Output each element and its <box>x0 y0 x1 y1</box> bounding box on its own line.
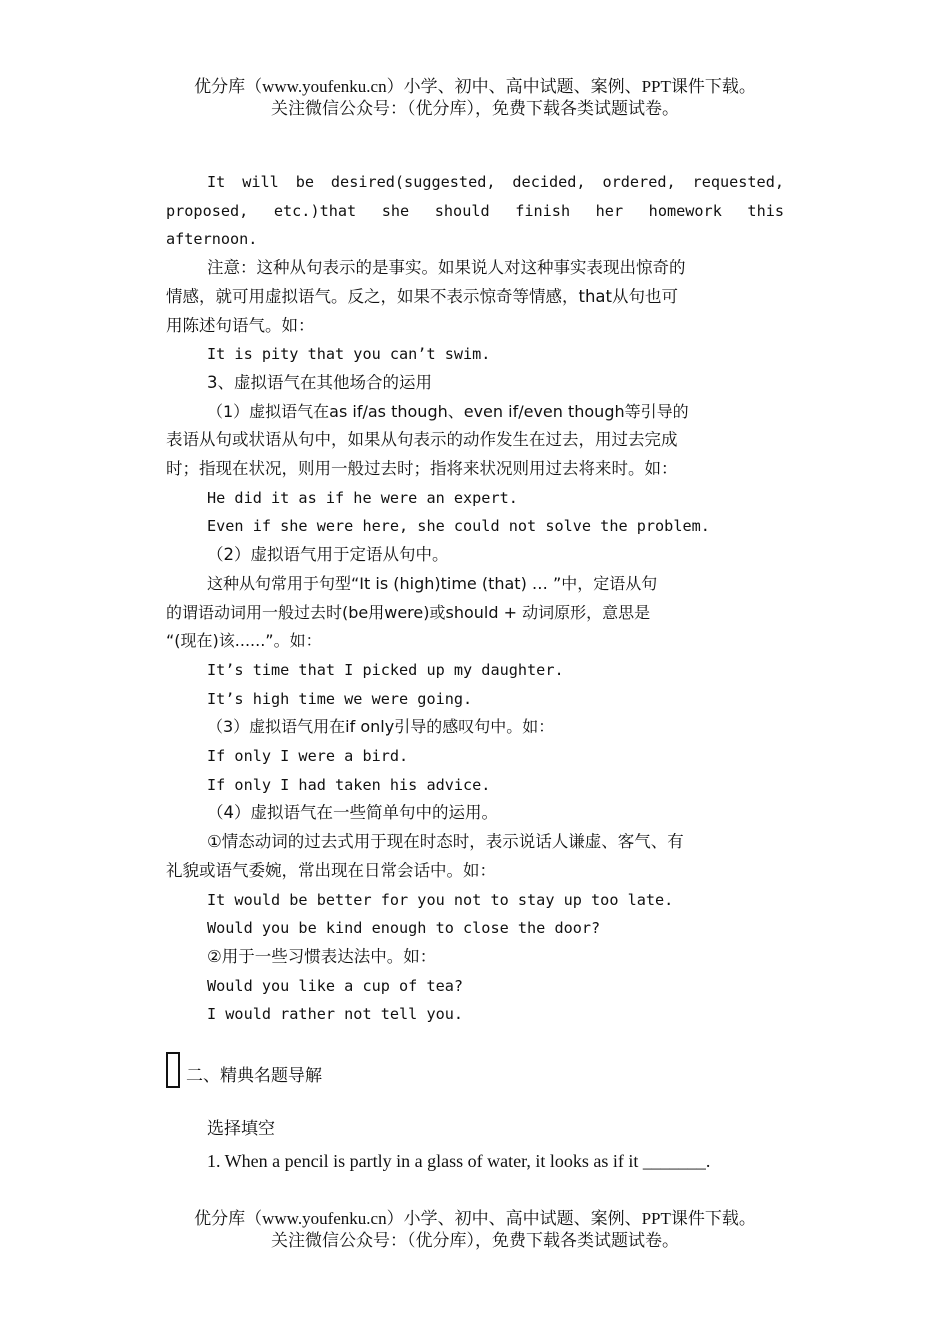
section-2-heading <box>166 1046 322 1088</box>
page-header <box>0 76 950 120</box>
document-body <box>166 168 784 1029</box>
section-2-subtitle: 选择填空 <box>207 1119 275 1139</box>
para-line: It will be desired(suggested, decided, ordered, requested, <box>207 173 784 191</box>
header-line-1: 优分库（www.youfenku.cn）小学、初中、高中试题、案例、PPT课件下载。 <box>194 77 756 96</box>
example-sentence: Would you like a cup of tea? <box>207 976 464 995</box>
example-sentence: It is pity that you can’t swim. <box>207 345 491 364</box>
sub-point-heading: （2）虚拟语气用于定语从句中。 <box>207 545 449 565</box>
note-line: 注意：这种从句表示的是事实。如果说人对这种事实表现出惊奇的 <box>207 258 686 278</box>
example-sentence: Even if she were here, she could not solve the problem. <box>207 517 710 536</box>
sub-point-line: 时；指现在状况，则用一般过去时；指将来状况则用过去将来时。如： <box>166 459 678 479</box>
header-line-2: 关注微信公众号：（优分库），免费下载各类试题试卷。 <box>271 99 679 118</box>
footer-line-1: 优分库（www.youfenku.cn）小学、初中、高中试题、案例、PPT课件下载。 <box>194 1209 756 1228</box>
example-sentence: It’s high time we were going. <box>207 689 473 708</box>
circled-point-line: ②用于一些习惯表达法中。如： <box>207 946 437 966</box>
note-line: 情感，就可用虚拟语气。反之，如果不表示惊奇等情感，that从句也可 <box>166 286 679 306</box>
para-line: proposed, etc.)that she should finish her homework this <box>166 201 784 220</box>
circled-point-line: ①情态动词的过去式用于现在时态时，表示说话人谦虚、客气、有 <box>207 832 684 852</box>
sub-point-line: 这种从句常用于句型“It is (high)time (that) … ”中，定语从句 <box>207 573 658 593</box>
note-line: 用陈述句语气。如： <box>166 315 315 335</box>
example-sentence: He did it as if he were an expert. <box>207 488 518 507</box>
sub-point-line: （1）虚拟语气在as if/as though、even if/even though等引导的 <box>207 401 689 421</box>
page-footer <box>0 1208 950 1252</box>
sub-point-line: 表语从句或状语从句中，如果从句表示的动作发生在过去，用过去完成 <box>166 430 678 450</box>
section-heading: 3、虚拟语气在其他场合的运用 <box>207 372 432 392</box>
example-sentence: If only I had taken his advice. <box>207 775 491 794</box>
section-2-title: 二、精典名题导解 <box>186 1066 322 1086</box>
example-sentence: I would rather not tell you. <box>207 1005 464 1024</box>
sub-point-line: 的谓语动词用一般过去时(be用were)或should + 动词原形，意思是 <box>166 602 651 622</box>
example-sentence: It’s time that I picked up my daughter. <box>207 660 564 679</box>
example-sentence: If only I were a bird. <box>207 747 409 766</box>
circled-point-line: 礼貌或语气委婉，常出现在日常会话中。如： <box>166 860 496 880</box>
example-sentence: Would you be kind enough to close the door? <box>207 919 601 938</box>
sub-point-heading: （3）虚拟语气用在if only引导的感叹句中。如： <box>207 717 555 737</box>
para-line: afternoon. <box>166 230 258 249</box>
example-sentence: It would be better for you not to stay up too late. <box>207 890 674 909</box>
question-1: 1. When a pencil is partly in a glass of water, it looks as if it _______. <box>207 1151 711 1171</box>
sub-point-heading: （4）虚拟语气在一些简单句中的运用。 <box>207 803 498 823</box>
footer-line-2: 关注微信公众号：（优分库），免费下载各类试题试卷。 <box>271 1231 679 1250</box>
sub-point-line: “(现在)该......”。如： <box>166 631 322 651</box>
placeholder-box-icon <box>166 1052 180 1088</box>
